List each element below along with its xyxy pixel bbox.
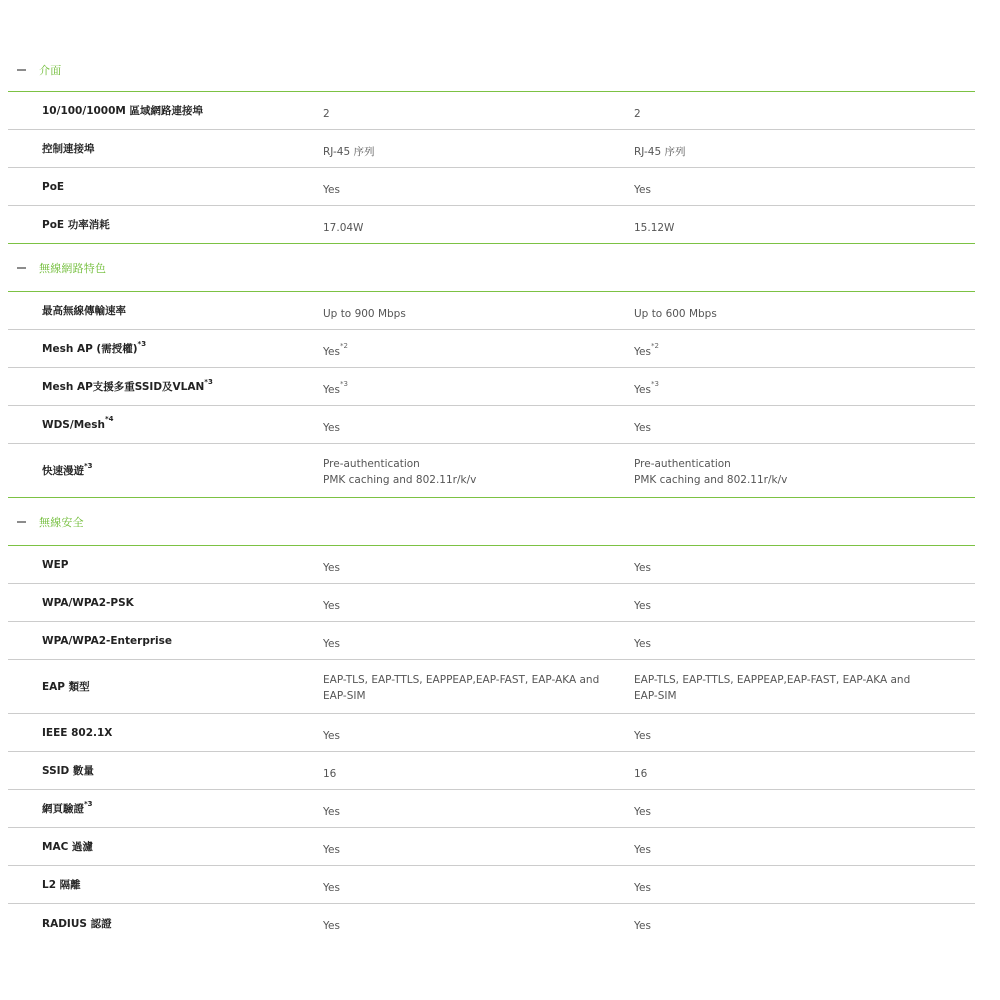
- table-row: [8, 168, 975, 206]
- footnote-marker: *2: [650, 342, 659, 350]
- table-row: [8, 660, 975, 714]
- row-label: 網頁驗證$^{*3}$: [42, 799, 93, 815]
- value-col-1: Yes: [323, 599, 340, 612]
- collapse-toggle[interactable]: [8, 498, 84, 545]
- value-col-1: 16: [323, 767, 337, 780]
- minus-icon: [17, 267, 26, 269]
- value-col-2: 2: [634, 107, 641, 120]
- value-col-1: Pre-authentication PMK caching and 802.11r/k/v: [323, 457, 477, 486]
- section-wireless-features: [8, 244, 975, 498]
- section-header: [8, 498, 975, 546]
- row-label: Mesh AP (需授權)$^{*3}$: [42, 339, 147, 355]
- value-col-1: Yes: [323, 183, 340, 196]
- footnote-marker: *2: [339, 342, 348, 350]
- value-col-2: Yes: [634, 599, 651, 612]
- row-label: WEP: [42, 558, 69, 571]
- value-col-1: Yes: [323, 920, 340, 932]
- table-row: [8, 904, 975, 942]
- value-col-1: Yes$^{*2}$: [323, 342, 348, 358]
- collapse-toggle[interactable]: [8, 48, 61, 91]
- value-col-2: EAP-TLS, EAP-TTLS, EAPPEAP,EAP-FAST, EAP-AKA and EAP-SIM: [634, 673, 911, 702]
- table-row: [8, 714, 975, 752]
- footnote-marker: *3: [339, 380, 348, 388]
- table-row: [8, 206, 975, 244]
- row-label: EAP 類型: [42, 681, 90, 693]
- row-label: WDS/Mesh$^{*4}$: [42, 415, 114, 431]
- section-wireless-security: [8, 498, 975, 942]
- table-row: [8, 584, 975, 622]
- row-label: MAC 過濾: [42, 841, 93, 853]
- table-row: [8, 828, 975, 866]
- value-col-2: Yes: [634, 920, 651, 932]
- value-col-1: 17.04W: [323, 221, 364, 234]
- table-row: [8, 368, 975, 406]
- section-title: 無線網路特色: [39, 261, 107, 275]
- value-col-1: Yes: [323, 561, 340, 574]
- row-label: L2 隔離: [42, 879, 81, 891]
- footnote-marker: *3: [84, 799, 93, 808]
- value-col-2: Yes$^{*3}$: [634, 380, 659, 396]
- value-col-1: Yes: [323, 729, 340, 742]
- row-label: Mesh AP支援多重SSID及VLAN$^{*3}$: [42, 377, 213, 393]
- value-col-1: Yes: [323, 421, 340, 434]
- table-row: [8, 622, 975, 660]
- row-label: RADIUS 認證: [42, 917, 112, 930]
- table-row: [8, 406, 975, 444]
- table-row: [8, 130, 975, 168]
- value-col-2: Yes: [634, 561, 651, 574]
- footnote-marker: *3: [84, 461, 93, 470]
- value-col-2: Yes: [634, 421, 651, 434]
- table-row: [8, 330, 975, 368]
- table-row: [8, 292, 975, 330]
- collapse-toggle[interactable]: [8, 244, 106, 291]
- row-label: 最高無線傳輸速率: [42, 305, 126, 317]
- section-interface: [8, 48, 975, 244]
- row-label: WPA/WPA2-PSK: [42, 596, 134, 609]
- value-col-1: 2: [323, 107, 330, 120]
- footnote-marker: *3: [204, 377, 213, 386]
- row-label: 快速漫遊$^{*3}$: [42, 461, 93, 477]
- value-col-1: EAP-TLS, EAP-TTLS, EAPPEAP,EAP-FAST, EAP-AKA and EAP-SIM: [323, 673, 600, 702]
- footnote-marker: *3: [137, 339, 147, 348]
- value-col-2: 16: [634, 767, 648, 780]
- value-col-1: Up to 900 Mbps: [323, 307, 406, 320]
- value-col-1: RJ-45 序列: [323, 145, 375, 158]
- spec-table: [8, 48, 975, 942]
- value-col-2: Yes: [634, 843, 651, 856]
- section-title: 介面: [39, 63, 62, 77]
- footnote-marker: *3: [650, 380, 659, 388]
- value-col-2: Yes: [634, 729, 651, 742]
- value-col-1: Yes: [323, 843, 340, 856]
- value-col-1: Yes: [323, 805, 340, 818]
- minus-icon: [17, 521, 26, 523]
- value-col-1: Yes$^{*3}$: [323, 380, 348, 396]
- table-row: [8, 790, 975, 828]
- value-col-2: 15.12W: [634, 221, 675, 234]
- row-label: PoE 功率消耗: [42, 219, 110, 231]
- value-col-2: Up to 600 Mbps: [634, 307, 717, 320]
- value-col-2: Pre-authentication PMK caching and 802.11r/k/v: [634, 457, 788, 486]
- value-col-1: Yes: [323, 881, 340, 894]
- value-col-2: Yes: [634, 637, 651, 650]
- section-title: 無線安全: [39, 515, 84, 529]
- table-row: [8, 546, 975, 584]
- value-col-1: Yes: [323, 637, 340, 650]
- value-col-2: Yes$^{*2}$: [634, 342, 659, 358]
- value-col-2: Yes: [634, 805, 651, 818]
- table-row: [8, 752, 975, 790]
- table-row: [8, 866, 975, 904]
- section-header: [8, 244, 975, 292]
- table-row: [8, 92, 975, 130]
- row-label: SSID 數量: [42, 765, 94, 777]
- row-label: WPA/WPA2-Enterprise: [42, 634, 173, 647]
- footnote-marker: *4: [105, 415, 114, 423]
- minus-icon: [17, 69, 26, 71]
- value-col-2: Yes: [634, 881, 651, 894]
- table-row: [8, 444, 975, 498]
- section-header: [8, 48, 975, 92]
- value-col-2: Yes: [634, 183, 651, 196]
- value-col-2: RJ-45 序列: [634, 145, 686, 158]
- row-label: IEEE 802.1X: [42, 726, 113, 739]
- row-label: 控制連接埠: [42, 143, 95, 155]
- row-label: 10/100/1000M 區域網路連接埠: [42, 105, 204, 117]
- row-label: PoE: [42, 180, 65, 193]
